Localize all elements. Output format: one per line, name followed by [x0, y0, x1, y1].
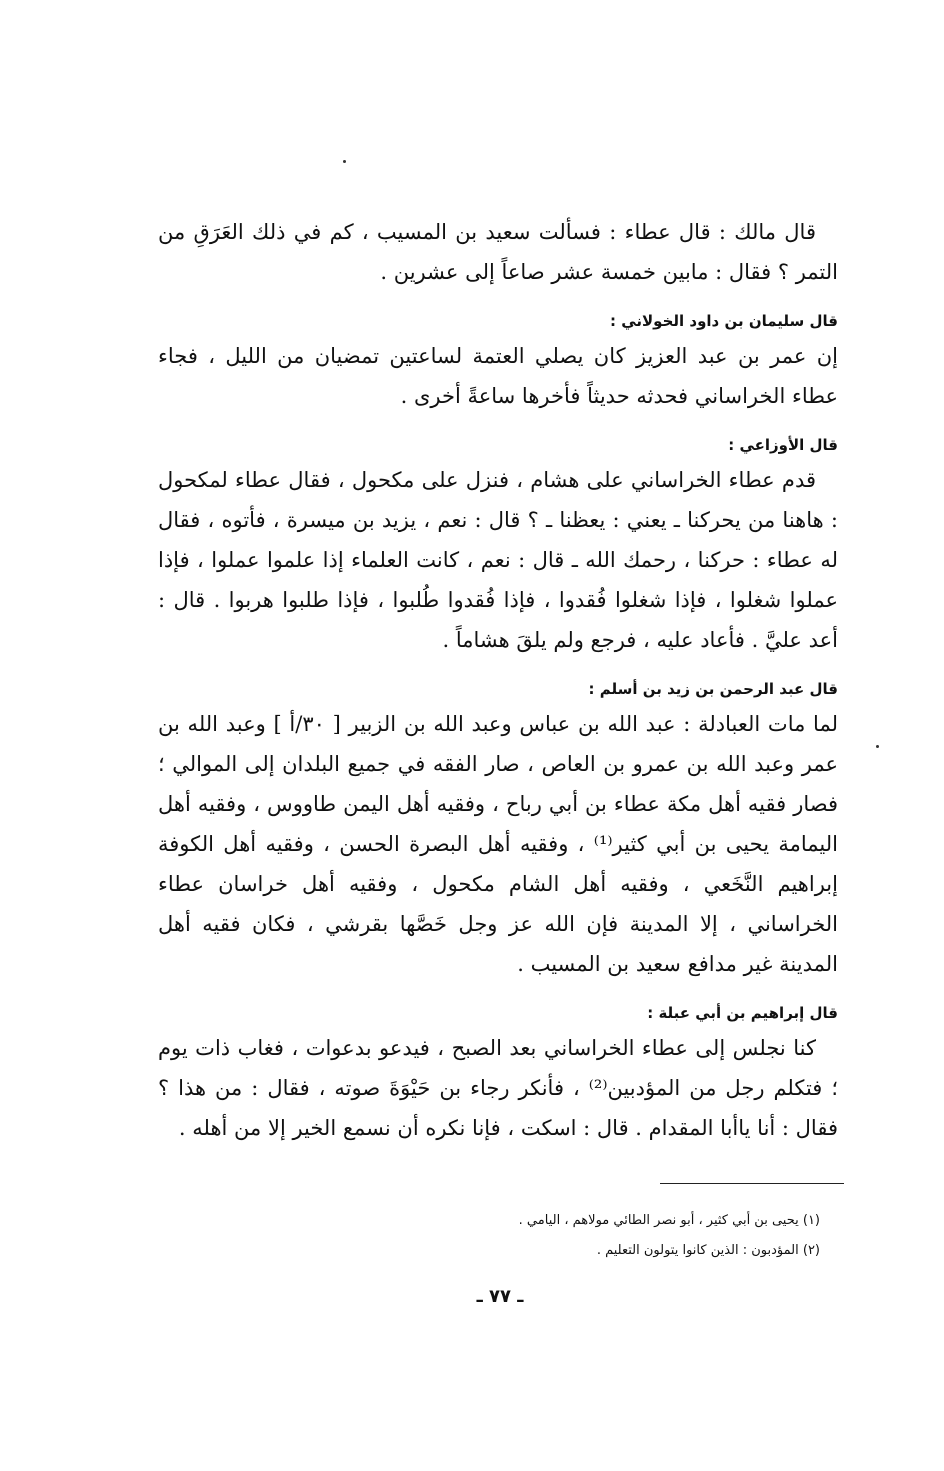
section-heading-ibrahim: قال إبراهيم بن أبي عبلة : [647, 1004, 838, 1022]
section-heading-awzai: قال الأوزاعي : [728, 436, 838, 454]
main-text-column [158, 212, 838, 1148]
section-heading-abdulrahman: قال عبد الرحمن بن زيد بن أسلم : [588, 680, 838, 698]
paragraph-abdulrahman: لما مات العبادلة : عبد الله بن عباس وعبد الله بن الزبير [ ٣٠/أ ] وعبد الله بن عمر وعبد الله بن عمرو بن العاص ، صار الفقه في جميع البلدان إلى الموالي ؛ فصار فقيه أهل مكة عطاء بن أبي رباح ، وفقيه أهل اليمن طاووس ، وفقيه أهل اليمامة يحيى بن أبي كثير⁽¹⁾ ، وفقيه أهل البصرة الحسن ، وفقيه أهل الكوفة إبراهيم النَّخَعي ، وفقيه أهل الشام مكحول ، وفقيه أهل خراسان عطاء الخراساني ، إلا المدينة فإن الله عز وجل خَصَّها بقرشي ، فكان فقيه أهل المدينة غير مدافع سعيد بن المسيب . [158, 712, 838, 976]
paragraph-malik: قال مالك : قال عطاء : فسألت سعيد بن المسيب ، كم في ذلك العَرَقِ من التمر ؟ فقال : مابين خمسة عشر صاعاً إلى عشرين . [158, 220, 838, 284]
paragraph-sulayman: إن عمر بن عبد العزيز كان يصلي العتمة لساعتين تمضيان من الليل ، فجاء عطاء الخراساني فحدثه حديثاً فأخرها ساعةً أخرى . [158, 344, 838, 408]
footnotes [400, 1206, 820, 1266]
paragraph-awzai: قدم عطاء الخراساني على هشام ، فنزل على مكحول ، فقال عطاء لمكحول : هاهنا من يحركنا ـ يعني : يعظنا ـ ؟ قال : نعم ، يزيد بن ميسرة ، فأتوه ، فقال له عطاء : حركنا ، رحمك الله ـ قال : نعم ، كانت العلماء إذا علموا عملوا ، فإذا عملوا شغلوا ، فإذا شغلوا فُقدوا ، فإذا فُقدوا طُلبوا ، فإذا طلبوا هربوا . قال : أعد عليَّ . فأعاد عليه ، فرجع ولم يلقَ هشاماً . [158, 468, 838, 652]
speck-mark [343, 160, 346, 163]
footnote-separator [660, 1183, 844, 1184]
paragraph-ibrahim: كنا نجلس إلى عطاء الخراساني بعد الصبح ، فيدعو بدعوات ، فغاب ذات يوم ؛ فتكلم رجل من المؤدبين⁽²⁾ ، فأنكر رجاء بن حَيْوَةَ صوته ، فقال : من هذا ؟ فقال : أنا ياأبا المقدام . قال : اسكت ، فإنا نكره أن نسمع الخير إلا من أهله . [158, 1036, 839, 1140]
footnote-2: (٢) المؤدبون : الذين كانوا يتولون التعليم . [596, 1243, 820, 1258]
speck-mark [876, 745, 879, 748]
section-heading-sulayman: قال سليمان بن داود الخولاني : [609, 312, 838, 330]
footnote-1: (١) يحيى بن أبي كثير ، أبو نصر الطائي مولاهم ، اليامي . [518, 1213, 820, 1228]
page-number: ـ ٧٧ ـ [476, 1286, 524, 1307]
